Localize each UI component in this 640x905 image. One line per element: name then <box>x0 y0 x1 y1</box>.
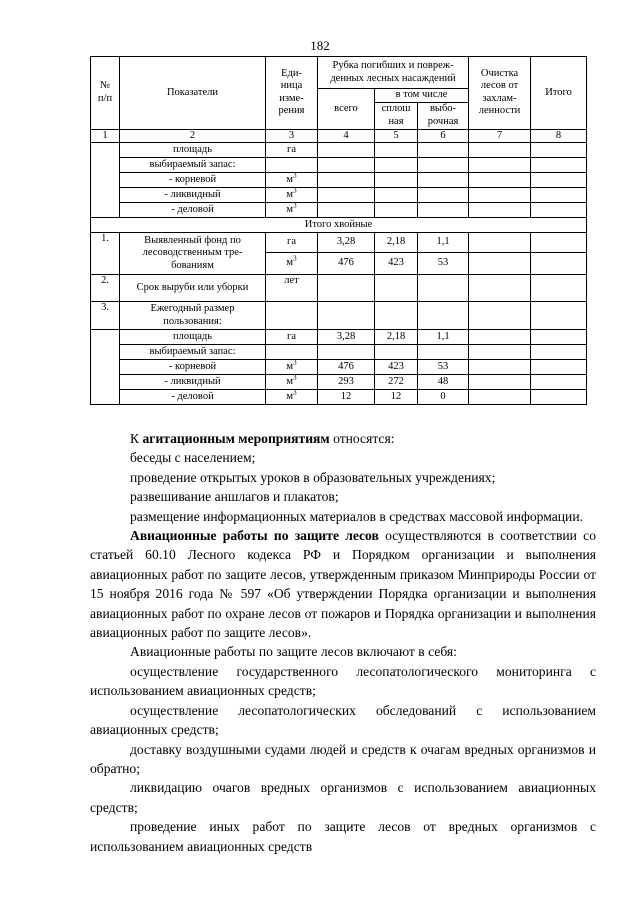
column-numbers-row <box>91 129 587 143</box>
paragraph: проведение открытых уроков в образовательных учреждениях; <box>130 469 496 485</box>
row-unit: га <box>266 143 318 158</box>
row-unit: $м^3$ <box>266 173 318 188</box>
row-label: - корневой <box>120 173 266 188</box>
paragraph: размещение информационных материалов в средствах массовой информации. <box>130 508 584 524</box>
paragraph: К агитационным мероприятиям относятся: <box>130 431 395 446</box>
table-row <box>91 345 587 360</box>
cell-value: 272 <box>375 375 418 390</box>
cell-value: 53 <box>418 360 469 375</box>
table-row <box>91 233 587 253</box>
paragraph: Авиационные работы по защите лесов включают в себя: <box>130 644 457 660</box>
row-unit: $м^3$ <box>266 375 318 390</box>
row-unit <box>266 345 318 360</box>
table-row <box>91 375 587 390</box>
paragraph: доставку воздушными судами людей и средств к очагам вредных организмов и обратно; <box>90 741 596 776</box>
row-number: 3. <box>91 302 120 330</box>
cell-value: 53 <box>418 253 469 275</box>
header-cleanup: Очистка лесов от захлам- ленности <box>469 57 531 130</box>
col-number: 6 <box>418 129 469 143</box>
header-logging: Рубка погибших и повреж- денных лесных насаждений <box>318 57 469 89</box>
cell-value <box>418 345 469 360</box>
header-clear: сплош ная <box>375 102 418 129</box>
row-unit <box>266 158 318 173</box>
header-itogo: Итого <box>531 57 587 130</box>
col-number: 2 <box>120 129 266 143</box>
row-label: площадь <box>120 143 266 158</box>
table-row <box>91 275 587 302</box>
paragraph: осуществление государственного лесопатологического мониторинга с использованием авиационных средств; <box>90 663 596 699</box>
body-text <box>90 429 596 856</box>
row-label: - деловой <box>120 203 266 218</box>
cell-value: 48 <box>418 375 469 390</box>
data-table <box>90 56 587 405</box>
cell-value: 1,1 <box>418 233 469 253</box>
paragraph: осуществление лесопатологических обследований с использованием авиационных средств; <box>90 702 596 738</box>
table-row <box>91 360 587 375</box>
cell-value: 423 <box>375 360 418 375</box>
cell-value: 2,18 <box>375 330 418 345</box>
cell-value: 1,1 <box>418 330 469 345</box>
cell-value: 3,28 <box>318 233 375 253</box>
page-number: 182 <box>310 38 330 53</box>
header-num: № п/п <box>91 57 120 130</box>
cell-value: 293 <box>318 375 375 390</box>
row-label: выбираемый запас: <box>120 158 266 173</box>
header-total: всего <box>318 89 375 130</box>
cell-value: 423 <box>375 253 418 275</box>
table-row <box>91 143 587 158</box>
table-row <box>91 302 587 330</box>
row-number: 1. <box>91 233 120 275</box>
paragraph: беседы с населением; <box>130 450 256 466</box>
header-unit: Еди- ница изме- рения <box>266 57 318 130</box>
cell-value <box>318 345 375 360</box>
cell-value: 3,28 <box>318 330 375 345</box>
table-row <box>91 203 587 218</box>
row-unit: га <box>266 233 318 253</box>
cell-value: 2,18 <box>375 233 418 253</box>
section-title: Итого хвойные <box>91 218 587 233</box>
cell-value: 12 <box>375 390 418 405</box>
cell-value <box>375 345 418 360</box>
row-number: 2. <box>91 275 120 302</box>
row-unit: $м^3$ <box>266 253 318 275</box>
row-label: - деловой <box>120 390 266 405</box>
col-number: 3 <box>266 129 318 143</box>
row-label: выбираемый запас: <box>120 345 266 360</box>
empty-cell <box>91 143 120 218</box>
row-label: - ликвидный <box>120 188 266 203</box>
col-number: 8 <box>531 129 587 143</box>
row-label: Выявленный фонд по лесоводственным тре-бованиям <box>120 233 266 275</box>
col-number: 5 <box>375 129 418 143</box>
header-selective: выбо- рочная <box>418 102 469 129</box>
table-row <box>91 173 587 188</box>
col-number: 1 <box>91 129 120 143</box>
row-unit: $м^3$ <box>266 360 318 375</box>
row-label: Ежегодный размер пользования: <box>120 302 266 330</box>
row-unit: $м^3$ <box>266 390 318 405</box>
empty-cell <box>91 330 120 405</box>
cell-value: 476 <box>318 360 375 375</box>
table-row <box>91 330 587 345</box>
table-row <box>91 158 587 173</box>
row-label: - ликвидный <box>120 375 266 390</box>
cell-value: 0 <box>418 390 469 405</box>
paragraph: Авиационные работы по защите лесов осуществляются в соответствии со статьей 60.10 Лесного кодекса РФ и Порядком организации и выполнения авиационных работ по защите лесов, утвержденным приказом Минприроды России от 15 ноября 2016 года № 597 «Об утверждении Порядка организации и выполнения авиационных работ по охране лесов от пожаров и Порядка организации и выполнения авиационных работ по защите лесов». <box>90 528 596 641</box>
row-unit: $м^3$ <box>266 203 318 218</box>
row-label: - корневой <box>120 360 266 375</box>
row-label: площадь <box>120 330 266 345</box>
cell-value: 476 <box>318 253 375 275</box>
header-indicators: Показатели <box>120 57 266 130</box>
col-number: 7 <box>469 129 531 143</box>
table-row <box>91 188 587 203</box>
header-including: в том числе <box>375 89 469 103</box>
row-unit: га <box>266 330 318 345</box>
paragraph: ликвидацию очагов вредных организмов с использованием авиационных средств; <box>90 780 596 815</box>
cell-value: 12 <box>318 390 375 405</box>
paragraph: проведение иных работ по защите лесов от вредных организмов с использованием авиационных средств <box>90 819 596 854</box>
table-row <box>91 390 587 405</box>
row-label: Срок выруби или уборки <box>120 275 266 302</box>
paragraph: развешивание аншлагов и плакатов; <box>130 489 339 505</box>
row-unit: лет <box>266 275 318 302</box>
col-number: 4 <box>318 129 375 143</box>
row-unit: $м^3$ <box>266 188 318 203</box>
